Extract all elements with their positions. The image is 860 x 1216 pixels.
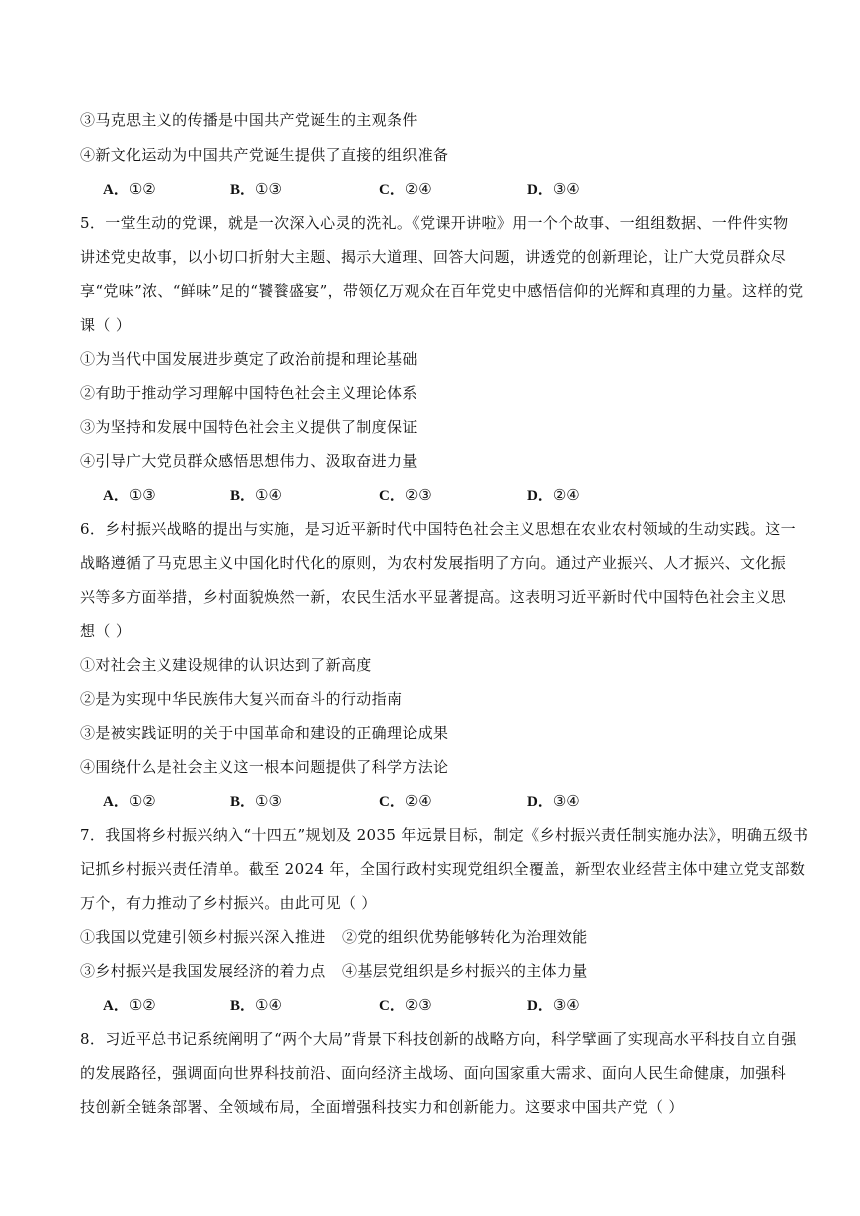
option-c[interactable]: C．②④ — [379, 180, 432, 198]
statement-4: ④新文化运动为中国共产党诞生提供了直接的组织准备 — [80, 146, 449, 164]
statement-1: ①对社会主义建设规律的认识达到了新高度 — [80, 656, 372, 674]
option-d[interactable]: D．③④ — [527, 180, 580, 198]
statement-4: ④引导广大党员群众感悟思想伟力、汲取奋进力量 — [80, 452, 418, 470]
option-d[interactable]: D．③④ — [527, 996, 580, 1014]
option-d[interactable]: D．③④ — [527, 792, 580, 810]
question-6-line-1: 6．乡村振兴战略的提出与实施，是习近平新时代中国特色社会主义思想在农业农村领域的生动实践。这一 — [80, 520, 796, 538]
question-7-line-1: 7．我国将乡村振兴纳入“十四五”规划及 2035 年远景目标，制定《乡村振兴责任制实施办法》，明确五级书 — [80, 826, 809, 844]
question-5-line-2: 讲述党史故事，以小切口折射大主题、揭示大道理、回答大问题，讲透党的创新理论，让广大党员群众尽 — [80, 248, 787, 266]
question-5-line-3: 享“党味”浓、“鲜味”足的“饕餮盛宴”，带领亿万观众在百年党史中感悟信仰的光辉和真理的力量。这样的党 — [80, 282, 804, 300]
statement-2: ②党的组织优势能够转化为治理效能 — [342, 928, 588, 946]
statement-pair-3-4 — [80, 961, 790, 981]
option-c[interactable]: C．②③ — [379, 486, 432, 504]
statement-2: ②是为实现中华民族伟大复兴而奋斗的行动指南 — [80, 690, 403, 708]
question-5-line-4: 课（ ） — [80, 316, 132, 334]
option-a[interactable]: A．①② — [103, 180, 156, 198]
statement-1: ①为当代中国发展进步奠定了政治前提和理论基础 — [80, 350, 418, 368]
option-d[interactable]: D．②④ — [527, 486, 580, 504]
option-c[interactable]: C．②③ — [379, 996, 432, 1014]
question-7-line-2: 记抓乡村振兴责任清单。截至 2024 年，全国行政村实现党组织全覆盖，新型农业经营主体中建立党支部数 — [80, 860, 806, 878]
option-a[interactable]: A．①② — [103, 996, 156, 1014]
option-b[interactable]: B．①③ — [230, 180, 282, 198]
option-b[interactable]: B．①④ — [230, 486, 282, 504]
option-b[interactable]: B．①③ — [230, 792, 282, 810]
statement-2: ②有助于推动学习理解中国特色社会主义理论体系 — [80, 384, 418, 402]
statement-3: ③为坚持和发展中国特色社会主义提供了制度保证 — [80, 418, 418, 436]
question-8-line-1: 8．习近平总书记系统阐明了“两个大局”背景下科技创新的战略方向，科学擘画了实现高水平科技自立自强 — [80, 1030, 797, 1048]
statement-4: ④基层党组织是乡村振兴的主体力量 — [342, 962, 588, 980]
question-6-line-3: 兴等多方面举措，乡村面貌焕然一新，农民生活水平显著提高。这表明习近平新时代中国特色社会主义思 — [80, 588, 787, 606]
question-8-line-2: 的发展路径，强调面向世界科技前沿、面向经济主战场、面向国家重大需求、面向人民生命健康，加强科 — [80, 1064, 787, 1082]
option-a[interactable]: A．①② — [103, 792, 156, 810]
question-6-line-4: 想（ ） — [80, 622, 132, 640]
statement-3: ③马克思主义的传播是中国共产党诞生的主观条件 — [80, 111, 418, 129]
option-c[interactable]: C．②④ — [379, 792, 432, 810]
statement-3: ③乡村振兴是我国发展经济的着力点 — [80, 962, 326, 980]
question-8-line-3: 技创新全链条部署、全领域布局，全面增强科技实力和创新能力。这要求中国共产党（ ） — [80, 1098, 684, 1116]
statement-3: ③是被实践证明的关于中国革命和建设的正确理论成果 — [80, 724, 449, 742]
option-b[interactable]: B．①④ — [230, 996, 282, 1014]
statement-1: ①我国以党建引领乡村振兴深入推进 — [80, 928, 326, 946]
question-5-line-1: 5．一堂生动的党课，就是一次深入心灵的洗礼。《党课开讲啦》用一个个故事、一组组数据、一件件实物 — [80, 214, 789, 232]
statement-4: ④围绕什么是社会主义这一根本问题提供了科学方法论 — [80, 758, 449, 776]
statement-pair-1-2 — [80, 927, 790, 947]
question-6-line-2: 战略遵循了马克思主义中国化时代化的原则，为农村发展指明了方向。通过产业振兴、人才振兴、文化振 — [80, 554, 787, 572]
option-a[interactable]: A．①③ — [103, 486, 156, 504]
question-7-line-3: 万个，有力推动了乡村振兴。由此可见（ ） — [80, 894, 377, 912]
